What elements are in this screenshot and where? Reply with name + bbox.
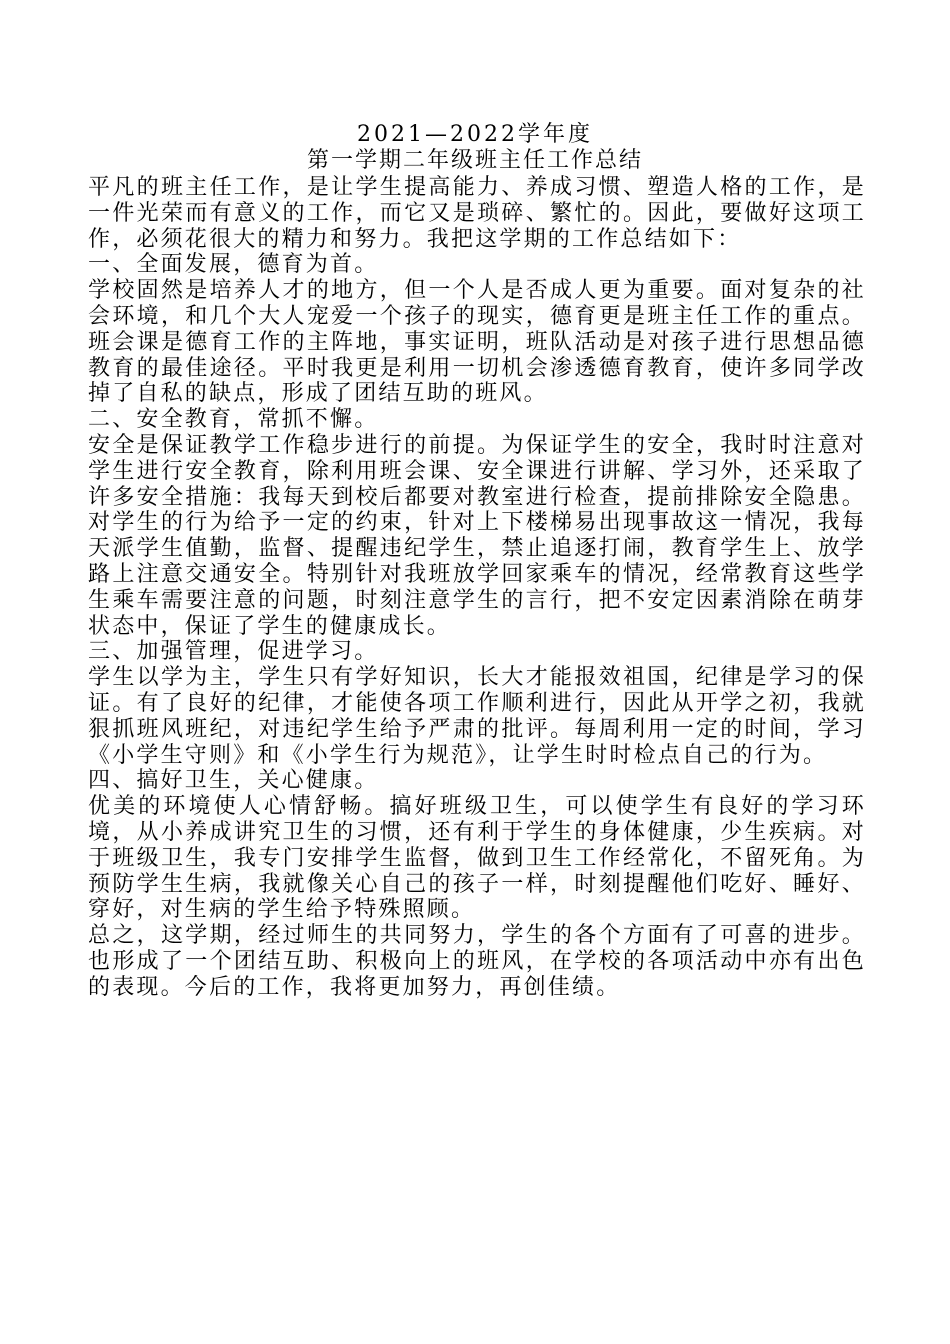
title-academic-year: 2021—2022学年度 [357,122,593,147]
section-heading-2: 二、安全教育，常抓不懈。 [88,407,379,433]
document-body [88,175,866,1001]
section-paragraph-4: 优美的环境使人心情舒畅。搞好班级卫生，可以使学生有良好的学习环境，从小养成讲究卫生的习惯，还有利于学生的身体健康，少生疾病。对于班级卫生，我专门安排学生监督，做到卫生工作经常化，不留死角。为预防学生生病，我就像关心自己的孩子一样，时刻提醒他们吃好、睡好、穿好，对生病的学生给予特殊照顾。 [88,794,866,923]
document-title [0,122,950,174]
section-heading-3: 三、加强管理，促进学习。 [88,639,379,665]
title-summary: 第一学期二年级班主任工作总结 [306,148,643,173]
section-heading-4: 四、搞好卫生，关心健康。 [88,768,379,794]
section-paragraph-1: 学校固然是培养人才的地方，但一个人是否成人更为重要。面对复杂的社会环境，和几个大人宠爱一个孩子的现实，德育更是班主任工作的重点。班会课是德育工作的主阵地，事实证明，班队活动是对孩子进行思想品德教育的最佳途径。平时我更是利用一切机会渗透德育教育，使许多同学改掉了自私的缺点，形成了团结互助的班风。 [88,278,866,407]
section-heading-1: 一、全面发展，德育为首。 [88,252,379,278]
section-paragraph-3: 学生以学为主，学生只有学好知识，长大才能报效祖国，纪律是学习的保证。有了良好的纪律，才能使各项工作顺利进行，因此从开学之初，我就狠抓班风班纪，对违纪学生给予严肃的批评。每周利用一定的时间，学习《小学生守则》和《小学生行为规范》，让学生时时检点自己的行为。 [88,665,866,768]
conclusion-paragraph: 总之，这学期，经过师生的共同努力，学生的各个方面有了可喜的进步。也形成了一个团结互助、积极向上的班风，在学校的各项活动中亦有出色的表现。今后的工作，我将更加努力，再创佳绩。 [88,923,866,1000]
section-paragraph-2: 安全是保证教学工作稳步进行的前提。为保证学生的安全，我时时注意对学生进行安全教育，除利用班会课、安全课进行讲解、学习外，还采取了许多安全措施：我每天到校后都要对教室进行检查，提前排除安全隐患。对学生的行为给予一定的约束，针对上下楼梯易出现事故这一情况，我每天派学生值勤，监督、提醒违纪学生，禁止追逐打闹，教育学生上、放学路上注意交通安全。特别针对我班放学回家乘车的情况，经常教育这些学生乘车需要注意的问题，时刻注意学生的言行，把不安定因素消除在萌芽状态中，保证了学生的健康成长。 [88,432,866,639]
intro-paragraph: 平凡的班主任工作，是让学生提高能力、养成习惯、塑造人格的工作，是一件光荣而有意义的工作，而它又是琐碎、繁忙的。因此，要做好这项工作，必须花很大的精力和努力。我把这学期的工作总结如下： [88,175,866,252]
